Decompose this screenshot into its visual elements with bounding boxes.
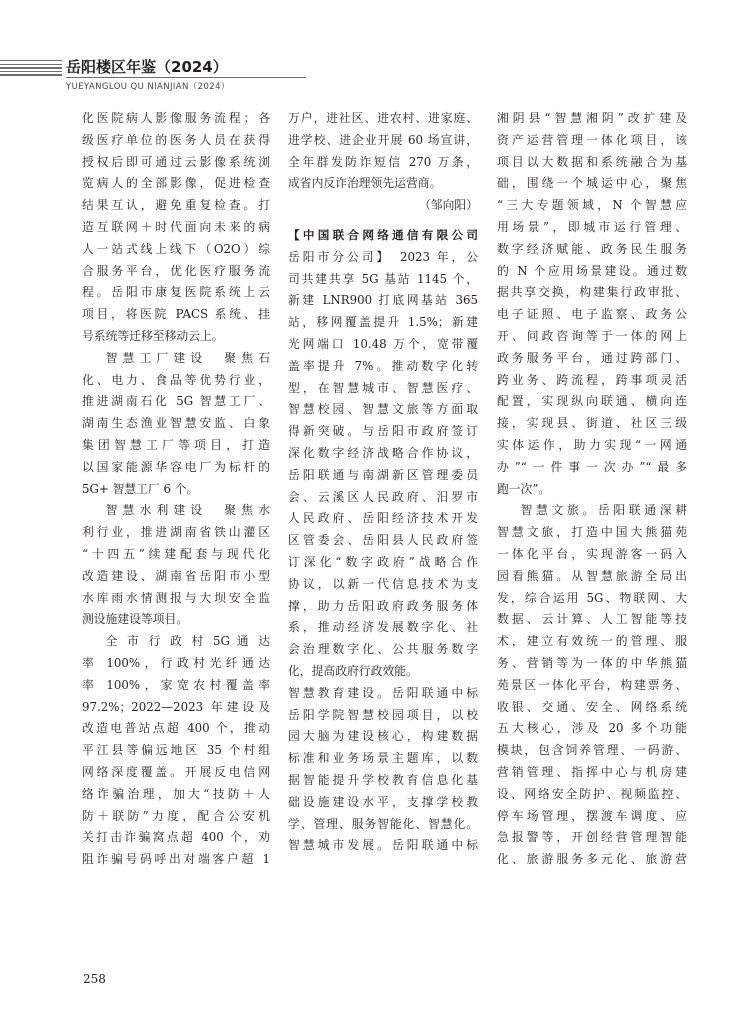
text-line: 的 N 个应用场景建设。通过数	[497, 263, 687, 278]
text-line: 务、营销等为一体的中华熊猫	[497, 655, 687, 670]
text-line: 术，建立有效统一的管理、服	[497, 634, 687, 649]
text-line: 智慧文旅，打造中国大熊猫苑	[497, 525, 687, 540]
text-line: 结果互认，避免重复检查。打	[82, 198, 270, 213]
organization-heading: 【中国联合网络通信有限公司	[288, 227, 478, 242]
text-line: 项目，将医院 PACS 系统、挂	[82, 307, 270, 322]
text-line: 级医疗单位的医务人员在获得	[82, 132, 270, 147]
text-line: 合服务平台，优化医疗服务流	[82, 263, 270, 278]
text-line: 资产运营管理一体化项目，该	[497, 132, 687, 147]
header-decoration-lines	[0, 60, 62, 78]
text-line: 会、云溪区人民政府、汨罗市	[288, 489, 478, 504]
text-line: 览病人的全部影像，促进检查	[82, 176, 270, 191]
text-line: 化，提高政府行政效能。	[288, 663, 418, 678]
text-line: 网络深度覆盖。开展反电信网	[82, 764, 270, 779]
running-header-title: 岳阳楼区年鉴（2024）	[66, 58, 228, 76]
text-line: 化医院病人影像服务流程；各	[82, 111, 270, 125]
header-rule	[66, 77, 306, 78]
text-line: 以国家能源华容电厂为标杆的	[82, 459, 270, 474]
text-line: 号系统等迁移至移动云上。	[82, 328, 224, 343]
text-column-2	[288, 108, 478, 857]
text-line: 站，移网覆盖提升 1.5%；新建	[288, 315, 478, 330]
text-column-1	[82, 108, 270, 871]
text-line: 配置，实现纵向联通、横向连	[497, 394, 687, 409]
text-line: 5G+ 智慧工厂 6 个。	[82, 481, 199, 496]
text-line: 五大核心，涉及 20 多个功能	[497, 721, 687, 736]
text-column-3	[497, 108, 687, 871]
text-line: 全年群发防诈短信 270 万条，	[288, 154, 478, 169]
text-line: 苑景区一体化平台，构建票务、	[497, 677, 687, 692]
text-line: 系，推动经济发展数字化、社	[288, 620, 478, 635]
text-line: 湘阴县“智慧湘阴”改扩建及	[497, 111, 687, 125]
text-line: 项目以大数据和系统融合为基	[497, 154, 687, 169]
text-line: 订深化“数字政府”战略合作	[288, 554, 478, 569]
text-line: 平江县等偏远地区 35 个村组	[82, 743, 270, 758]
section-heading-smart-city: 智慧城市发展。岳阳联通中标	[288, 838, 478, 853]
text-line: 进学校、进企业开展 60 场宣讲，	[288, 132, 478, 147]
organization-heading-cont: 岳阳市分公司】 2023 年，公	[288, 249, 478, 264]
section-heading-smart-education: 智慧教育建设。岳阳联通中标	[288, 685, 478, 700]
text-line: 智慧校园、智慧文旅等方面取	[288, 402, 478, 417]
text-line: 营销管理、指挥中心与机房建	[497, 764, 687, 779]
text-line: 司共建共享 5G 基站 1145 个，	[288, 271, 478, 286]
text-line: 跑一次”。	[497, 481, 551, 496]
text-line: 型，在智慧城市、智慧医疗、	[288, 380, 478, 395]
text-line: 利行业，推进湖南省铁山灌区	[82, 525, 270, 540]
text-line: 数据、云计算、人工智能等技	[497, 612, 687, 627]
text-line: 学、管理、服务智能化、智慧化。	[288, 816, 478, 831]
section-heading-smart-factory: 智慧工厂建设 聚焦石	[105, 350, 270, 365]
text-line: 成省内反诈治理领先运营商。	[288, 176, 442, 191]
text-line: 据共享交换，构建集行政审批、	[497, 285, 687, 300]
text-line: 政务服务平台，通过跨部门、	[497, 350, 687, 365]
text-line: 实体运作，助力实现“一网通	[497, 437, 687, 452]
text-line: 推进湖南石化 5G 智慧工厂、	[82, 394, 270, 409]
text-line: 撑，助力岳阳政府政务服务体	[288, 598, 478, 613]
author-credit: （邹向阳）	[419, 198, 478, 213]
text-line: 盖率提升 7%。推动数字化转	[288, 358, 478, 373]
page-number: 258	[83, 972, 106, 986]
text-line: 得新突破。与岳阳市政府签订	[288, 424, 478, 439]
text-line: 全 市 行 政 村 5G 通 达	[105, 634, 270, 649]
text-line: 停车场管理，摆渡车调度、应	[497, 808, 687, 823]
text-line: 光网端口 10.48 万个，宽带覆	[288, 336, 478, 351]
text-line: “三大专题领域，N 个智慧应	[497, 198, 687, 213]
text-line: “十四五”续建配套与现代化	[82, 546, 270, 561]
text-line: 授权后即可通过云影像系统浏	[82, 154, 270, 169]
text-line: 新建 LNR900 打底网基站 365	[288, 293, 478, 308]
text-line: 模块，包含饲养管理、一码游、	[497, 743, 687, 758]
text-line: 造互联网＋时代面向未来的病	[82, 219, 270, 234]
text-line: 办”“一件事一次办”“最多	[497, 459, 687, 474]
text-line: 设、网络安全防护、视频监控、	[497, 786, 687, 801]
text-line: 收银、交通、安全、网络系统	[497, 699, 687, 714]
text-line: 急报警等，开创经营管理智能	[497, 830, 687, 845]
section-heading-smart-tourism: 智慧文旅。岳阳联通深耕	[520, 503, 687, 518]
text-line: 岳阳联通与南湖新区管理委员	[288, 467, 478, 482]
text-line: 防＋联防”力度，配合公安机	[82, 808, 270, 823]
text-line: 区管委会、岳阳县人民政府签	[288, 533, 478, 548]
text-line: 化、电力、食品等优势行业，	[82, 372, 270, 387]
text-line: 阻诈骗号码呼出对端客户超 1	[82, 852, 270, 867]
text-line: 改造建设、湖南省岳阳市小型	[82, 568, 270, 583]
text-line: 协议，以新一代信息技术为支	[288, 576, 478, 591]
text-line: 化、旅游服务多元化、旅游营	[497, 852, 687, 867]
text-line: 络诈骗治理，加大“技防＋人	[82, 786, 270, 801]
text-line: 湖南生态渔业智慧安监、白象	[82, 416, 270, 431]
running-header-subtitle: YUEYANGLOU QU NIANJIAN（2024）	[66, 82, 230, 92]
text-line: 深化数字经济战略合作协议，	[288, 445, 478, 460]
text-line: 发，综合运用 5G、物联网、大	[497, 590, 687, 605]
text-line: 程。岳阳市康复医院系统上云	[82, 285, 270, 300]
text-line: 会治理数字化、公共服务数字	[288, 642, 478, 657]
text-line: 岳阳学院智慧校园项目，以校	[288, 707, 478, 722]
text-line: 电子证照、电子监察、政务公	[497, 307, 687, 322]
text-line: 率 100%，家宽农村覆盖率	[82, 677, 270, 692]
text-line: 园大脑为建设核心，构建数据	[288, 729, 478, 744]
text-line: 人一站式线上线下（O2O）综	[82, 241, 270, 256]
text-line: 人民政府、岳阳经济技术开发	[288, 511, 478, 526]
text-line: 础设施建设水平，支撑学校教	[288, 794, 478, 809]
text-line: 改造电普站点超 400 个，推动	[82, 721, 270, 736]
text-line: 率 100%，行政村光纤通达	[82, 655, 270, 670]
section-heading-smart-water: 智慧水利建设 聚焦水	[105, 503, 270, 518]
text-line: 据智能提升学校教育信息化基	[288, 772, 478, 787]
text-line: 标准和业务场景主题库，以数	[288, 751, 478, 766]
text-line: 测设施建设等项目。	[82, 612, 189, 627]
text-line: 97.2%；2022—2023 年建设及	[82, 699, 270, 714]
text-line: 园看熊猫。从智慧旅游全局出	[497, 568, 687, 583]
text-line: 水库雨水情测报与大坝安全监	[82, 590, 270, 605]
text-line: 础，围绕一个城运中心，聚焦	[497, 176, 687, 191]
text-line: 用场景”，即城市运行管理、	[497, 219, 687, 234]
text-line: 开、问政咨询等于一体的网上	[497, 328, 687, 343]
text-line: 数字经济赋能、政务民生服务	[497, 241, 687, 256]
text-line: 集团智慧工厂等项目，打造	[82, 437, 270, 452]
text-line: 接，实现县、街道、社区三级	[497, 416, 687, 431]
text-line: 关打击诈骗窝点超 400 个，劝	[82, 830, 270, 845]
text-line: 万户，进社区、进农村、进家庭、	[288, 111, 478, 125]
text-line: 一体化平台，实现游客一码入	[497, 546, 687, 561]
text-line: 跨业务、跨流程，跨事项灵活	[497, 372, 687, 387]
